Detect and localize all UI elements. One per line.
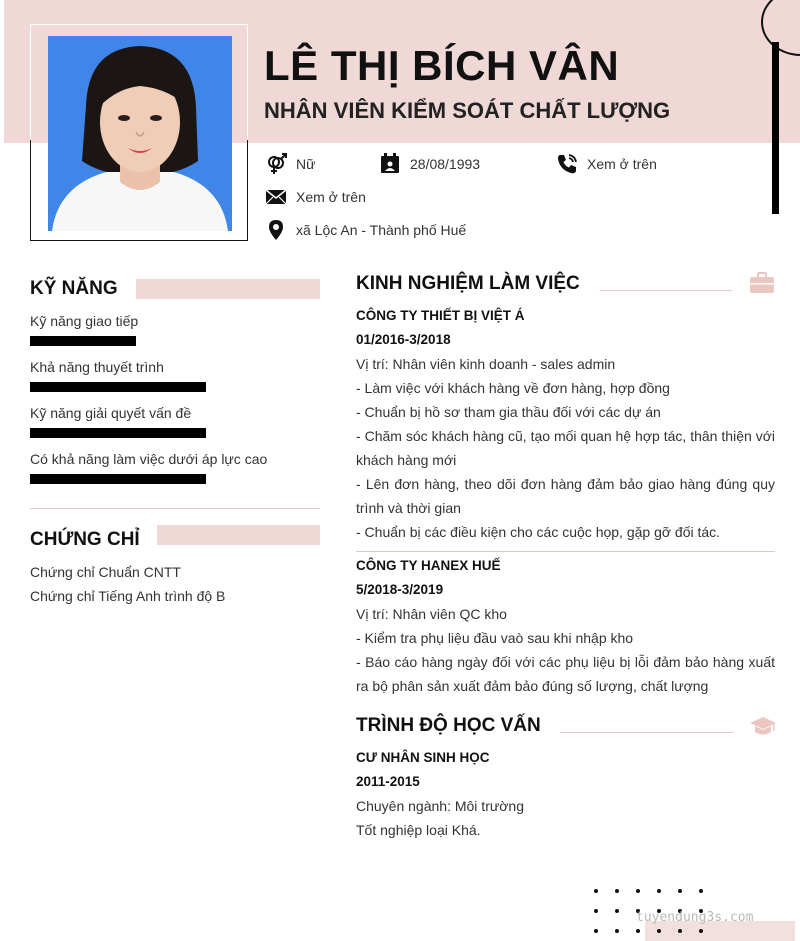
skills-heading: KỸ NĂNG: [30, 278, 118, 299]
gender-icon: [265, 153, 287, 175]
info-email: [265, 186, 366, 208]
skill-bar: [30, 474, 206, 484]
skill-label: Có khả năng làm việc dưới áp lực cao: [30, 451, 268, 467]
phone-icon: [556, 153, 578, 175]
calendar-icon: [379, 153, 401, 175]
certificate-item: Chứng chỉ Chuẩn CNTT: [30, 564, 181, 580]
job-detail: Vị trí: Nhân viên QC kho: [356, 606, 507, 622]
job-detail: - Kiểm tra phụ liệu đầu vaò sau khi nhập kho: [356, 630, 634, 646]
company-name: CÔNG TY HANEX HUẾ: [356, 558, 501, 573]
education-detail: Chuyên ngành: Môi trường: [356, 798, 524, 814]
info-birthday: [379, 153, 480, 175]
phone-text: Xem ở trên: [587, 156, 657, 172]
education-period: 2011-2015: [356, 774, 420, 789]
job-detail: - Báo cáo hàng ngày đối với các phụ liệu bị lỗi đảm bảo hàng xuất ra bộ phân sản xuất đảm bảo đúng số lượng, chất lượng: [356, 654, 775, 694]
experience-job-1: [356, 304, 775, 544]
skills-heading-bar: [136, 279, 320, 299]
certificates-heading: CHỨNG CHỈ: [30, 529, 140, 550]
info-gender: [265, 153, 315, 175]
job-title: NHÂN VIÊN KIỂM SOÁT CHẤT LƯỢNG: [264, 98, 671, 123]
avatar: [48, 36, 232, 231]
info-address: [265, 219, 466, 241]
location-pin-icon: [265, 219, 287, 241]
degree-name: CƯ NHÂN SINH HỌC: [356, 750, 490, 765]
envelope-icon: [265, 186, 287, 208]
decorative-bar: [772, 42, 779, 214]
skill-bar: [30, 382, 206, 392]
education-heading: TRÌNH ĐỘ HỌC VẤN: [356, 715, 541, 736]
skill-label: Kỹ năng giao tiếp: [30, 313, 139, 329]
gender-text: Nữ: [296, 156, 316, 172]
job-detail: - Chăm sóc khách hàng cũ, tạo mối quan hệ hợp tác, thân thiện với khách hàng mới: [356, 428, 775, 468]
education-heading-line: [560, 732, 733, 733]
education-entry: [356, 746, 775, 842]
section-divider: [30, 508, 320, 509]
skill-label: Kỹ năng giải quyết vấn đề: [30, 405, 192, 421]
experience-job-2: [356, 554, 775, 698]
birthday-text: 28/08/1993: [410, 156, 481, 172]
job-detail: - Làm việc với khách hàng về đơn hàng, hợp đồng: [356, 380, 670, 396]
job-period: 5/2018-3/2019: [356, 582, 444, 597]
skill-label: Khả năng thuyết trình: [30, 359, 164, 375]
watermark: tuyendung3s.com: [636, 910, 754, 925]
email-text: Xem ở trên: [296, 189, 366, 205]
job-detail: - Lên đơn hàng, theo dõi đơn hàng đảm bảo giao hàng đúng quy trình và thời gian: [356, 476, 775, 516]
info-phone: [556, 153, 657, 175]
job-detail: - Chuẩn bị hồ sơ tham gia thầu đối với các dự án: [356, 404, 661, 420]
certificate-item: Chứng chỉ Tiếng Anh trình độ B: [30, 588, 226, 604]
certificates-heading-bar: [157, 525, 320, 545]
skill-bar: [30, 336, 136, 346]
job-period: 01/2016-3/2018: [356, 332, 451, 347]
graduation-cap-icon: [749, 715, 777, 742]
job-detail: - Chuẩn bị các điều kiện cho các cuộc họp, gặp gỡ đối tác.: [356, 524, 721, 540]
briefcase-icon: [749, 272, 775, 299]
experience-heading-line: [600, 290, 732, 291]
job-divider: [356, 551, 775, 552]
address-text: xã Lộc An - Thành phố Huế: [296, 222, 467, 238]
job-detail: Vị trí: Nhân viên kinh doanh - sales admin: [356, 356, 616, 372]
company-name: CÔNG TY THIẾT BỊ VIỆT Á: [356, 308, 525, 323]
candidate-name: LÊ THỊ BÍCH VÂN: [264, 42, 620, 89]
education-detail: Tốt nghiệp loại Khá.: [356, 822, 481, 838]
experience-heading: KINH NGHIỆM LÀM VIỆC: [356, 273, 580, 294]
skill-bar: [30, 428, 206, 438]
